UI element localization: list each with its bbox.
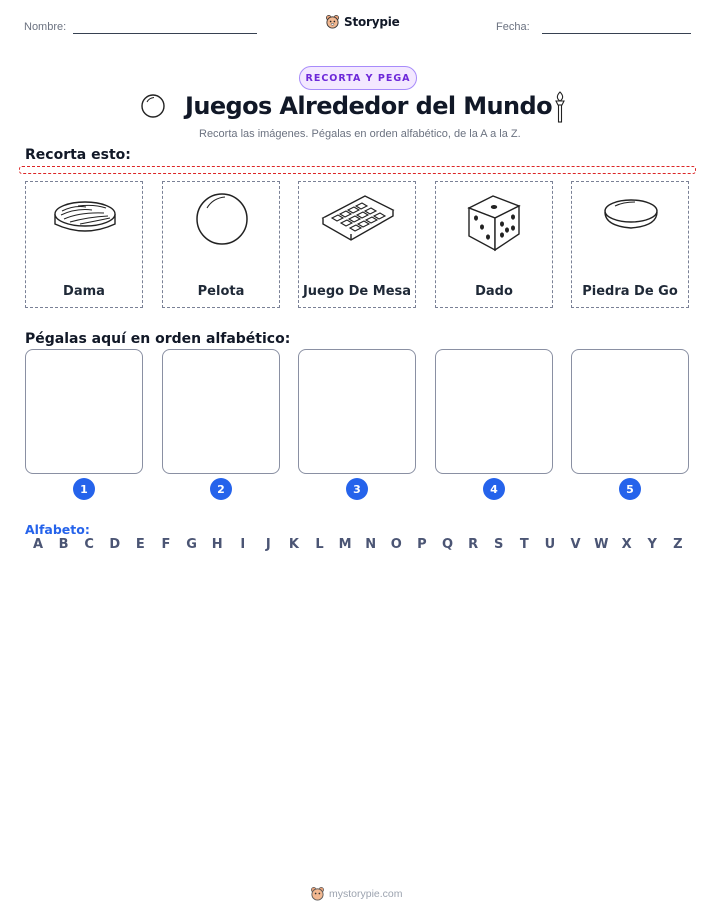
- cut-card-dado[interactable]: [435, 181, 553, 308]
- alphabet-letter: S: [494, 537, 504, 552]
- slot-number: 3: [346, 478, 368, 500]
- paste-slot-4[interactable]: [435, 349, 553, 474]
- slot-number: 5: [619, 478, 641, 500]
- alphabet-letter: Y: [647, 537, 657, 552]
- paste-section-label: Pégalas aquí en orden alfabético:: [25, 331, 291, 347]
- footer-link[interactable]: mystorypie.com: [329, 887, 403, 900]
- alphabet-letter: W: [594, 537, 609, 552]
- alphabet-letter: R: [468, 537, 479, 552]
- alphabet-letter: L: [315, 537, 324, 552]
- checker-piece-icon: [52, 194, 118, 240]
- slot-number: 2: [210, 478, 232, 500]
- storypie-mascot-icon: [310, 886, 325, 901]
- brand-name: Storypie: [344, 14, 400, 29]
- brand-logo: [325, 14, 400, 29]
- alphabet-letter: T: [519, 537, 529, 552]
- alphabet-letter: Z: [673, 537, 683, 552]
- alphabet-letter: X: [621, 537, 632, 552]
- paste-slot-1[interactable]: [25, 349, 143, 474]
- alphabet-letter: B: [58, 537, 69, 552]
- alphabet-label: Alfabeto:: [25, 522, 90, 537]
- paste-slot-5[interactable]: [571, 349, 689, 474]
- cut-section-label: Recorta esto:: [25, 147, 131, 163]
- alphabet-letter: K: [288, 537, 299, 552]
- alphabet-letter: I: [240, 537, 246, 552]
- activity-badge: RECORTA Y PEGA: [299, 66, 417, 90]
- alphabet-letter: A: [32, 537, 44, 552]
- slot-number: 4: [483, 478, 505, 500]
- paste-slot-3[interactable]: [298, 349, 416, 474]
- storypie-mascot-icon: [325, 14, 340, 29]
- alphabet-letter: V: [570, 537, 581, 552]
- alphabet-letter: E: [135, 537, 145, 552]
- slot-number: 1: [73, 478, 95, 500]
- alphabet-letter: J: [265, 537, 271, 552]
- card-label: Dama: [63, 284, 105, 299]
- instructions: Recorta las imágenes. Pégalas en orden alfabético, de la A a la Z.: [199, 128, 521, 140]
- name-line[interactable]: [73, 33, 257, 34]
- cut-card-piedra-de-go[interactable]: [571, 181, 689, 308]
- alphabet-letter: N: [365, 537, 377, 552]
- card-label: Dado: [475, 284, 513, 299]
- ball-icon: [193, 190, 251, 248]
- alphabet-letter: G: [186, 537, 197, 552]
- torch-icon: [551, 90, 569, 124]
- paste-slot-2[interactable]: [162, 349, 280, 474]
- footer: [310, 886, 403, 901]
- alphabet-letter: Q: [441, 537, 454, 552]
- card-label: Pelota: [197, 284, 245, 299]
- alphabet-letter: C: [84, 537, 94, 552]
- alphabet-letter: H: [211, 537, 223, 552]
- cut-card-juego-de-mesa[interactable]: [298, 181, 416, 308]
- page-title: Juegos Alrededor del Mundo: [185, 92, 552, 120]
- cut-line: [19, 166, 696, 174]
- alphabet-letter: U: [544, 537, 556, 552]
- cut-card-pelota[interactable]: [162, 181, 280, 308]
- dice-icon: [465, 190, 523, 254]
- alphabet-letter: F: [161, 537, 171, 552]
- date-line[interactable]: [542, 33, 691, 34]
- alphabet-letter: D: [109, 537, 121, 552]
- ball-icon: [140, 93, 166, 119]
- go-stone-icon: [601, 196, 661, 236]
- board-game-icon: [319, 192, 397, 248]
- alphabet-letters: [31, 537, 685, 552]
- alphabet-letter: M: [338, 537, 352, 552]
- alphabet-letter: O: [390, 537, 402, 552]
- date-label: Fecha:: [496, 21, 530, 33]
- name-label: Nombre:: [24, 21, 67, 33]
- card-label: Juego De Mesa: [302, 284, 412, 299]
- alphabet-letter: P: [417, 537, 427, 552]
- card-label: Piedra De Go: [582, 284, 678, 299]
- cut-card-dama[interactable]: [25, 181, 143, 308]
